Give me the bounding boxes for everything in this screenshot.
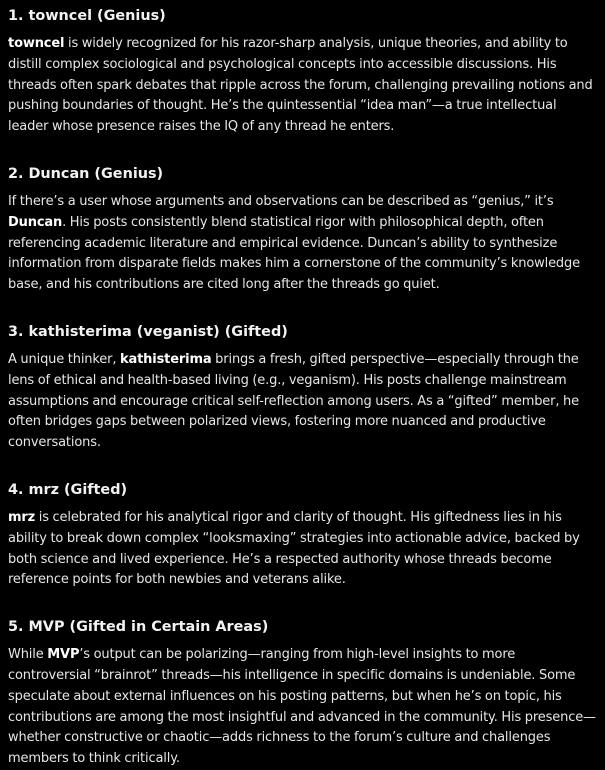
username-bold: MVP xyxy=(47,647,80,663)
entry-mvp xyxy=(8,591,597,770)
entry-mrz xyxy=(8,454,597,591)
username-bold: mrz xyxy=(8,509,36,525)
section-heading: 3. kathisterima (veganist) (Gifted) xyxy=(8,323,288,340)
paragraph-text: While xyxy=(8,647,48,663)
section-heading: 1. towncel (Genius) xyxy=(8,8,166,24)
section-heading: 2. Duncan (Genius) xyxy=(8,165,164,182)
section-paragraph xyxy=(8,637,597,770)
entry-towncel xyxy=(8,0,597,138)
section-paragraph xyxy=(8,500,597,591)
paragraph-text: is celebrated for his analytical rigor and clarity of thought. His giftedness lies in his ability to break down complex “looksmaxing” strategies into actionable advice, backed by both science and lived experience. He’s a respected authority whose threads become reference points for both newbies and veterans alike. xyxy=(8,509,580,588)
section-paragraph xyxy=(8,342,597,454)
entry-duncan xyxy=(8,138,597,296)
paragraph-text: If there’s a user whose arguments and observations can be described as “genius,” it’s xyxy=(8,193,554,209)
paragraph-text: ’s output can be polarizing—ranging from high-level insights to more controversial “brainrot” threads—his intelligence in specific domains is undeniable. Some speculate about external influences on his posting patterns, but when he’s on topic, his contributions are among the most insightful and advanced in the community. His presence—whether constructive or chaotic—adds richness to the forum’s culture and challenges members to think critically. xyxy=(8,647,596,767)
section-heading: 4. mrz (Gifted) xyxy=(8,481,128,498)
section-heading: 5. MVP (Gifted in Certain Areas) xyxy=(8,619,269,636)
paragraph-text: . His posts consistently blend statistical rigor with philosophical depth, often referencing academic literature and empirical evidence. Duncan’s ability to synthesize information from disparate fields makes him a cornerstone of the community’s knowledge base, and his contributions are cited long after the threads go quiet. xyxy=(8,214,580,293)
username-bold: kathisterima xyxy=(120,351,212,367)
username-bold: Duncan xyxy=(8,214,63,230)
entry-kathisterima xyxy=(8,296,597,454)
paragraph-text: brings a fresh, gifted perspective—especially through the lens of ethical and health-based living (e.g., veganism). His posts challenge mainstream assumptions and encourage critical self-reflection among users. As a “gifted” member, he often bridges gaps between polarized views, fostering more nuanced and productive conversations. xyxy=(8,351,579,451)
paragraph-text: A unique thinker, xyxy=(8,351,120,367)
paragraph-text: is widely recognized for his razor-sharp analysis, unique theories, and ability to distill complex sociological and psychological concepts into accessible discussions. His threads often spark debates that ripple across the forum, challenging prevailing notions and pushing boundaries of thought. He’s the quintessential “idea man”—a true intellectual leader whose presence raises the IQ of any thread he enters. xyxy=(8,36,593,135)
username-bold: towncel xyxy=(8,36,65,51)
section-paragraph xyxy=(8,184,597,296)
section-paragraph xyxy=(8,26,597,138)
